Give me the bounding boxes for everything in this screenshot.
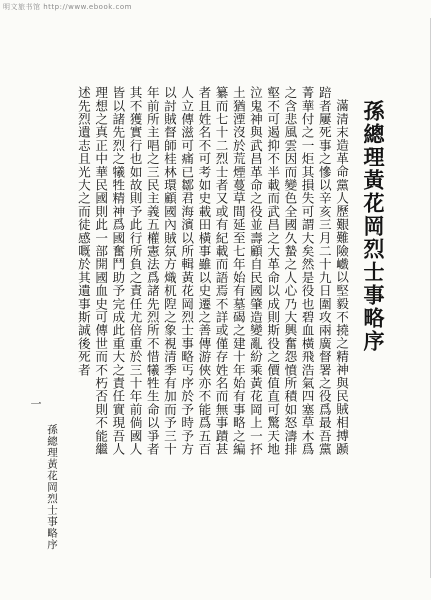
watermark: 明文旅书馆 http://www.ebook.com: [3, 3, 132, 11]
body-paragraph: 滿清末造革命黨人歷艱難險巇以堅毅不撓之精神與民賊相搏踬踣者屢死事之慘以辛亥三月二十九日圍攻兩廣督署之役爲最吾黨菁華付之一炬其損失可謂大矣然是役也碧血橫飛浩氣四塞草木爲之含悲風雲因而變色全國久蟄之人心乃大興奮怨憤所積如怒濤排壑不可遏抑不半載而武昌之大革命以成則斯役之價值直可驚天地泣鬼神與武昌革命之役並壽顧自民國肇造變亂紛乘黃花岡上一抔土猶湮沒於荒煙蔓草間延至七年始有墓碣之建十年始有事略之編纂而七十二烈士者又或有紀載而語焉不詳或僅存姓名而無事蹟甚者且姓名不可考如史載田橫事雖以史遷之善傳游俠亦不能爲五百人立傳滋可痛已鄒君海濱以所輯黃花岡烈士事略丐序於予時予方以討賊督師桂林環顧國內賊氛方熾杌隉之象視清季有加而予三十年前所主唱之三民主義五權憲法爲諸先烈所不惜犧牲生命以爭者其不獲實行也如故則予此行所負之責任尤倍重於三十年前倘國人皆以諸先烈之犧牲精神爲國奮鬥助予完成此重大之責任實現吾人理想之真正中華民國則此一部開國血史可傳世而不朽否則不能繼述先烈遺志且光大之而徒感嘅於其遺事斯誠後死者: [75, 86, 349, 456]
body-text: [70, 86, 350, 464]
page-number: 一: [29, 398, 42, 409]
document-title: 孫總理黃花岡烈士事略序: [361, 100, 386, 353]
running-footer-title: 孫總理黃花岡烈士事略序: [46, 424, 58, 551]
